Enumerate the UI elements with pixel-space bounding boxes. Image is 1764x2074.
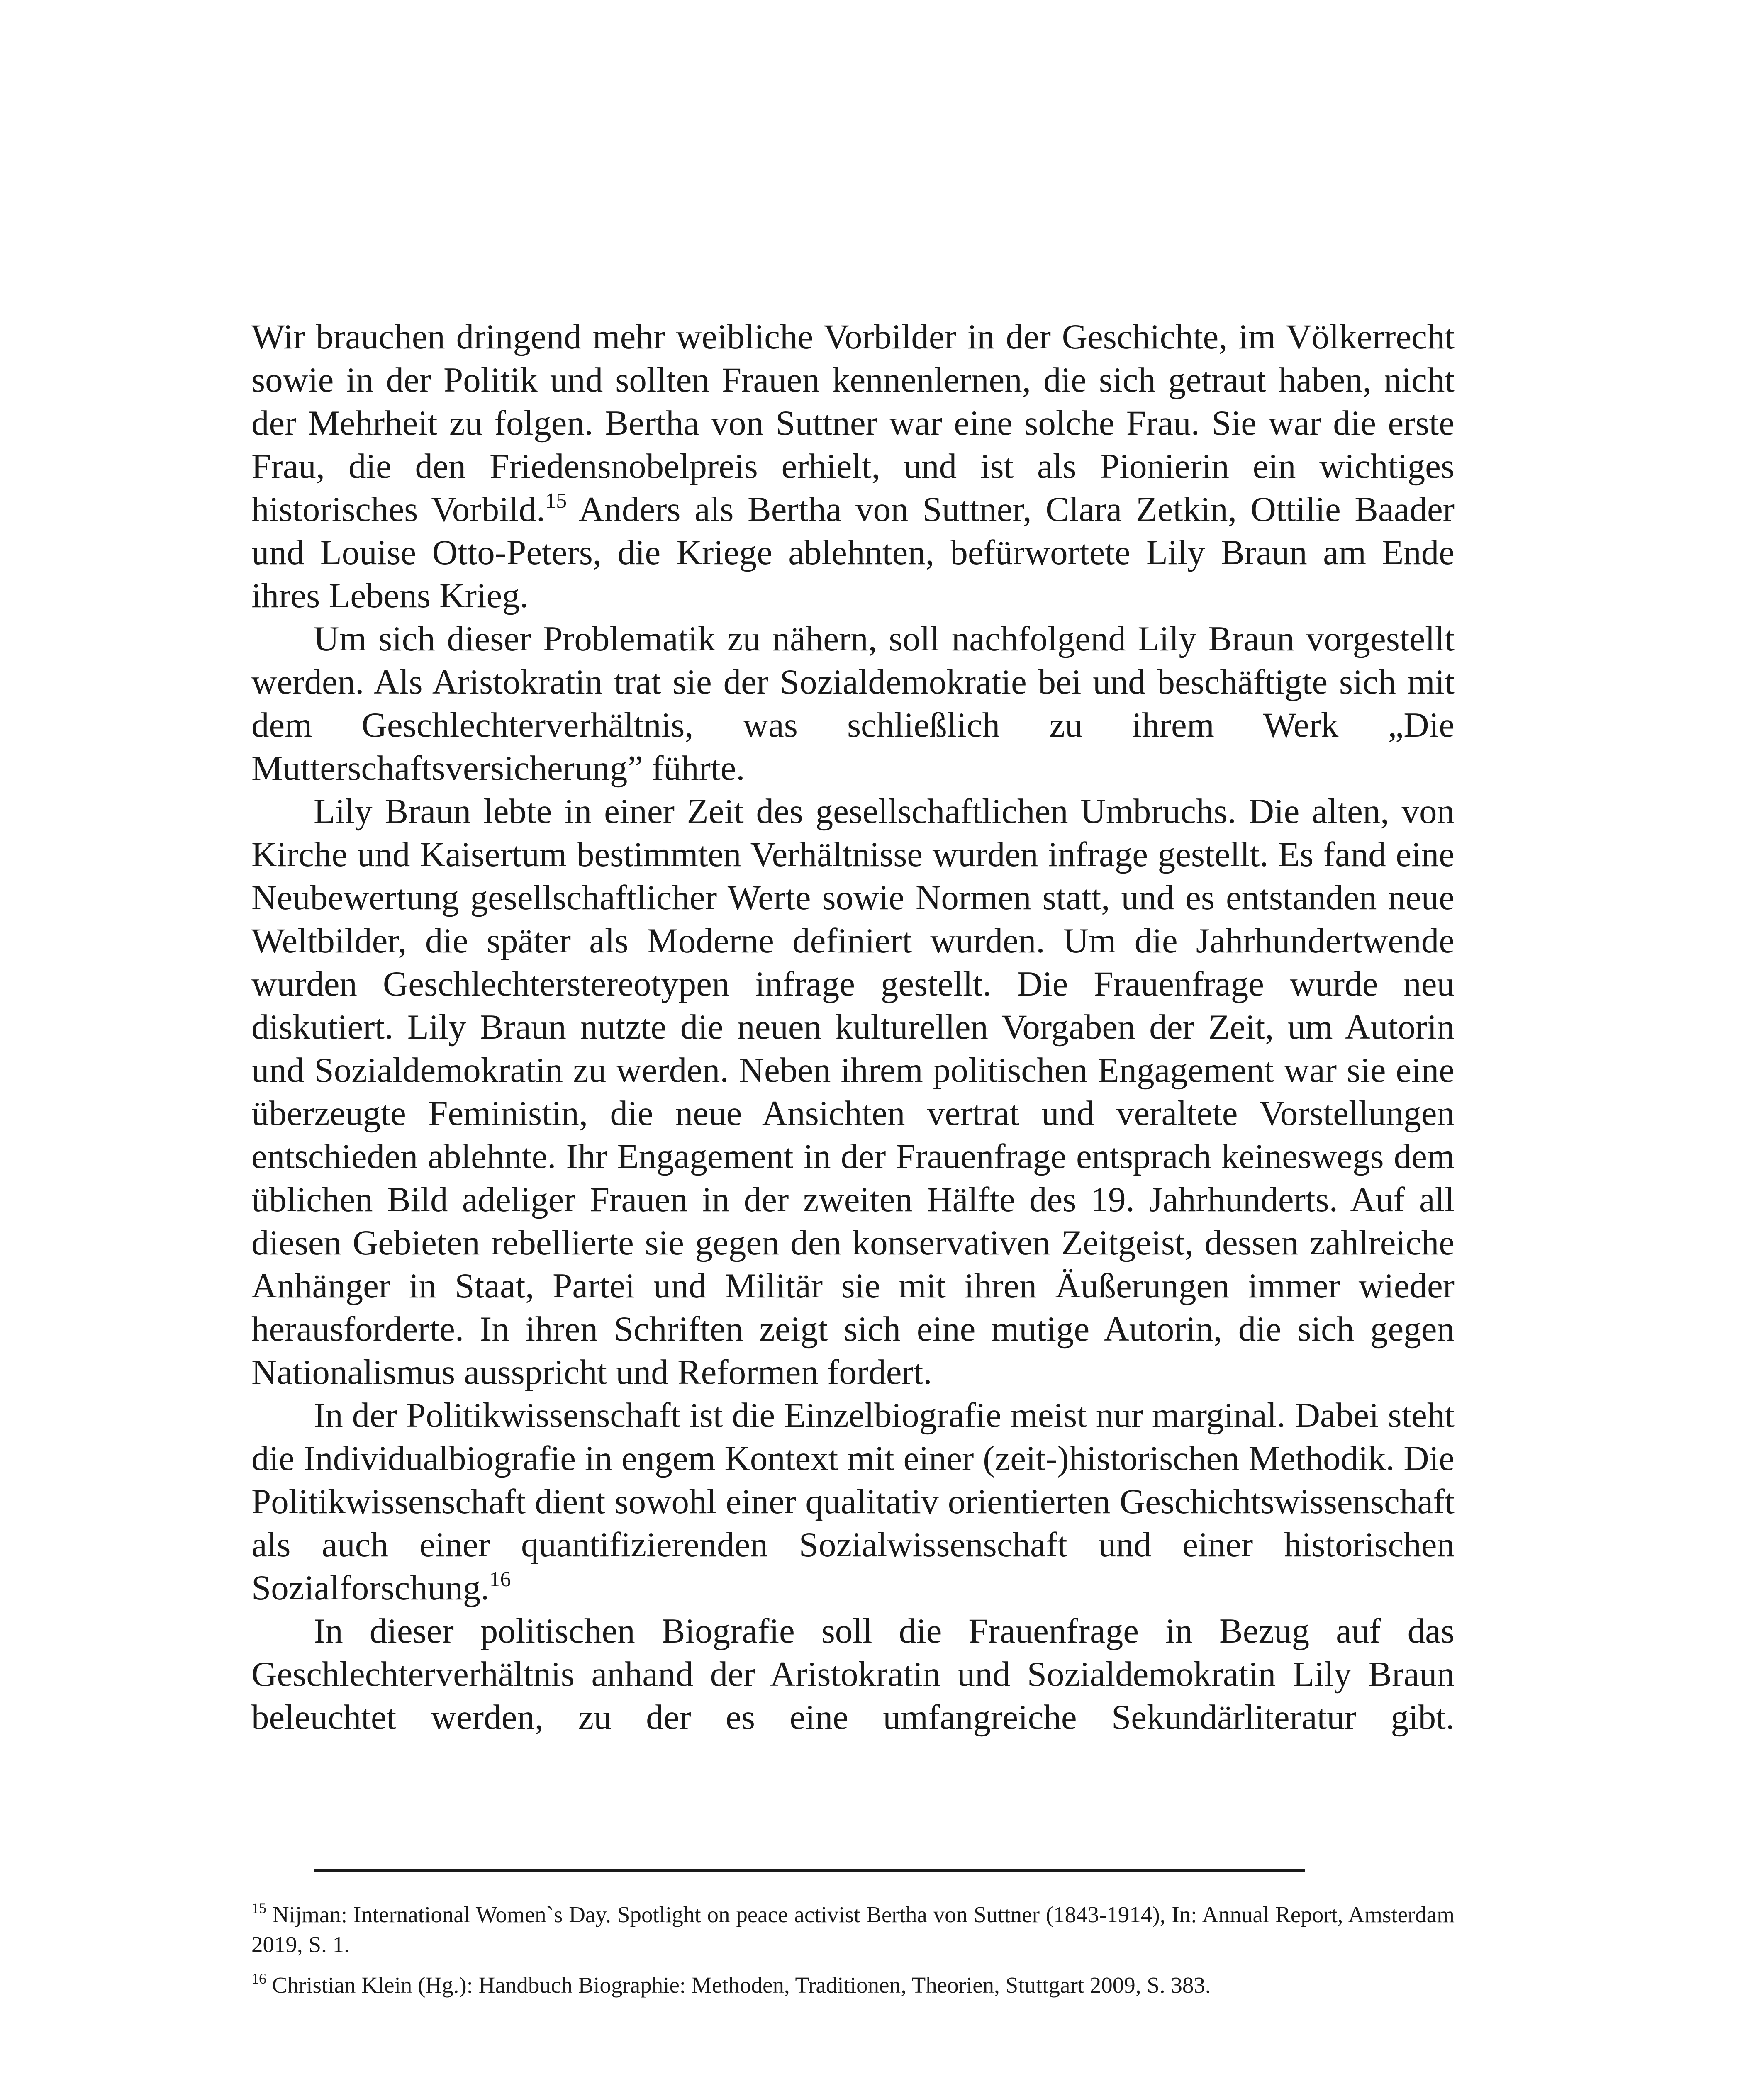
footnotes [251, 1900, 1455, 2011]
footnote-separator [314, 1869, 1305, 1872]
paragraph-2: Um sich dieser Problematik zu nähern, soll nachfolgend Lily Braun vorgestellt werden. Als Aristokratin trat sie der Sozialdemokratie bei und beschäftigte sich mit dem Geschlechterverhältnis, was schließlich zu ihrem Werk „Die Mutterschaftsversicherung” führte. [251, 619, 1455, 788]
paragraph-3: Lily Braun lebte in einer Zeit des gesellschaftlichen Umbruchs. Die alten, von Kirche und Kaisertum bestimmten Verhältnisse wurden infrage gestellt. Es fand eine Neubewertung gesellschaftlicher Werte sowie Normen statt, und es entstanden neue Weltbilder, die später als Moderne definiert wurden. Um die Jahrhundertwende wurden Geschlechterstereotypen infrage gestellt. Die Frauenfrage wurde neu diskutiert. Lily Braun nutzte die neuen kulturellen Vorgaben der Zeit, um Autorin und Sozialdemokratin zu werden. Neben ihrem politischen Engagement war sie eine überzeugte Feministin, die neue Ansichten vertrat und veraltete Vorstellungen entschieden ablehnte. Ihr Engagement in der Frauenfrage entsprach keineswegs dem üblichen Bild adeliger Frauen in der zweiten Hälfte des 19. Jahrhunderts. Auf all diesen Gebieten rebellierte sie gegen den konservativen Zeitgeist, dessen zahlreiche Anhänger in Staat, Partei und Militär sie mit ihren Äußerungen immer wieder herausforderte. In ihren Schriften zeigt sich eine mutige Autorin, die sich gegen Nationalismus ausspricht und Reformen fordert. [251, 792, 1455, 1392]
body-text [251, 315, 1455, 1739]
footnote-text-15: Nijman: International Women`s Day. Spotlight on peace activist Bertha von Suttner (1843-1914), In: Annual Report, Amsterdam 2019, S. 1. [251, 1902, 1455, 1957]
footnote-ref-15[interactable]: 15 [545, 489, 567, 513]
footnote-15 [251, 1900, 1455, 1960]
paragraph-4-text: In der Politikwissenschaft ist die Einzelbiografie meist nur marginal. Dabei steht die Individualbiografie in engem Kontext mit einer (zeit-)historischen Methodik. Die Politikwissenschaft dient sowohl einer qualitativ orientierten Geschichtswissenschaft als auch einer quantifizierenden Sozialwissenschaft und einer historischen Sozialforschung. [251, 1396, 1455, 1607]
paragraph-1-text: Wir brauchen dringend mehr weibliche Vorbilder in der Geschichte, im Völkerrecht sowie in der Politik und sollten Frauen kennenlernen, die sich getraut haben, nicht der Mehrheit zu folgen. Bertha von Suttner war eine solche Frau. Sie war die erste Frau, die den Friedensnobelpreis erhielt, und ist als Pionierin ein wichtiges historisches Vorbild. [251, 317, 1455, 529]
paragraph-4 [251, 1394, 1455, 1609]
paragraph-5: In dieser politischen Biografie soll die Frauenfrage in Bezug auf das Geschlechterverhältnis anhand der Aristokratin und Sozialdemokratin Lily Braun beleuchtet werden, zu der es eine umfangreiche Sekundärliteratur gibt. [251, 1611, 1455, 1737]
footnote-ref-16[interactable]: 16 [489, 1568, 511, 1591]
paragraph-1 [251, 315, 1455, 617]
paragraph-1-text-cont: Anders als Bertha von Suttner, Clara Zetkin, Ottilie Baader und Louise Otto-Peters, die Kriege ablehnten, befürwortete Lily Braun am Ende ihres Lebens Krieg. [251, 490, 1455, 615]
footnote-number-15: 15 [251, 1900, 266, 1916]
footnote-16 [251, 1970, 1455, 2000]
footnote-text-16: Christian Klein (Hg.): Handbuch Biographie: Methoden, Traditionen, Theorien, Stuttgart 2009, S. 383. [266, 1972, 1211, 1998]
footnote-number-16: 16 [251, 1970, 266, 1987]
